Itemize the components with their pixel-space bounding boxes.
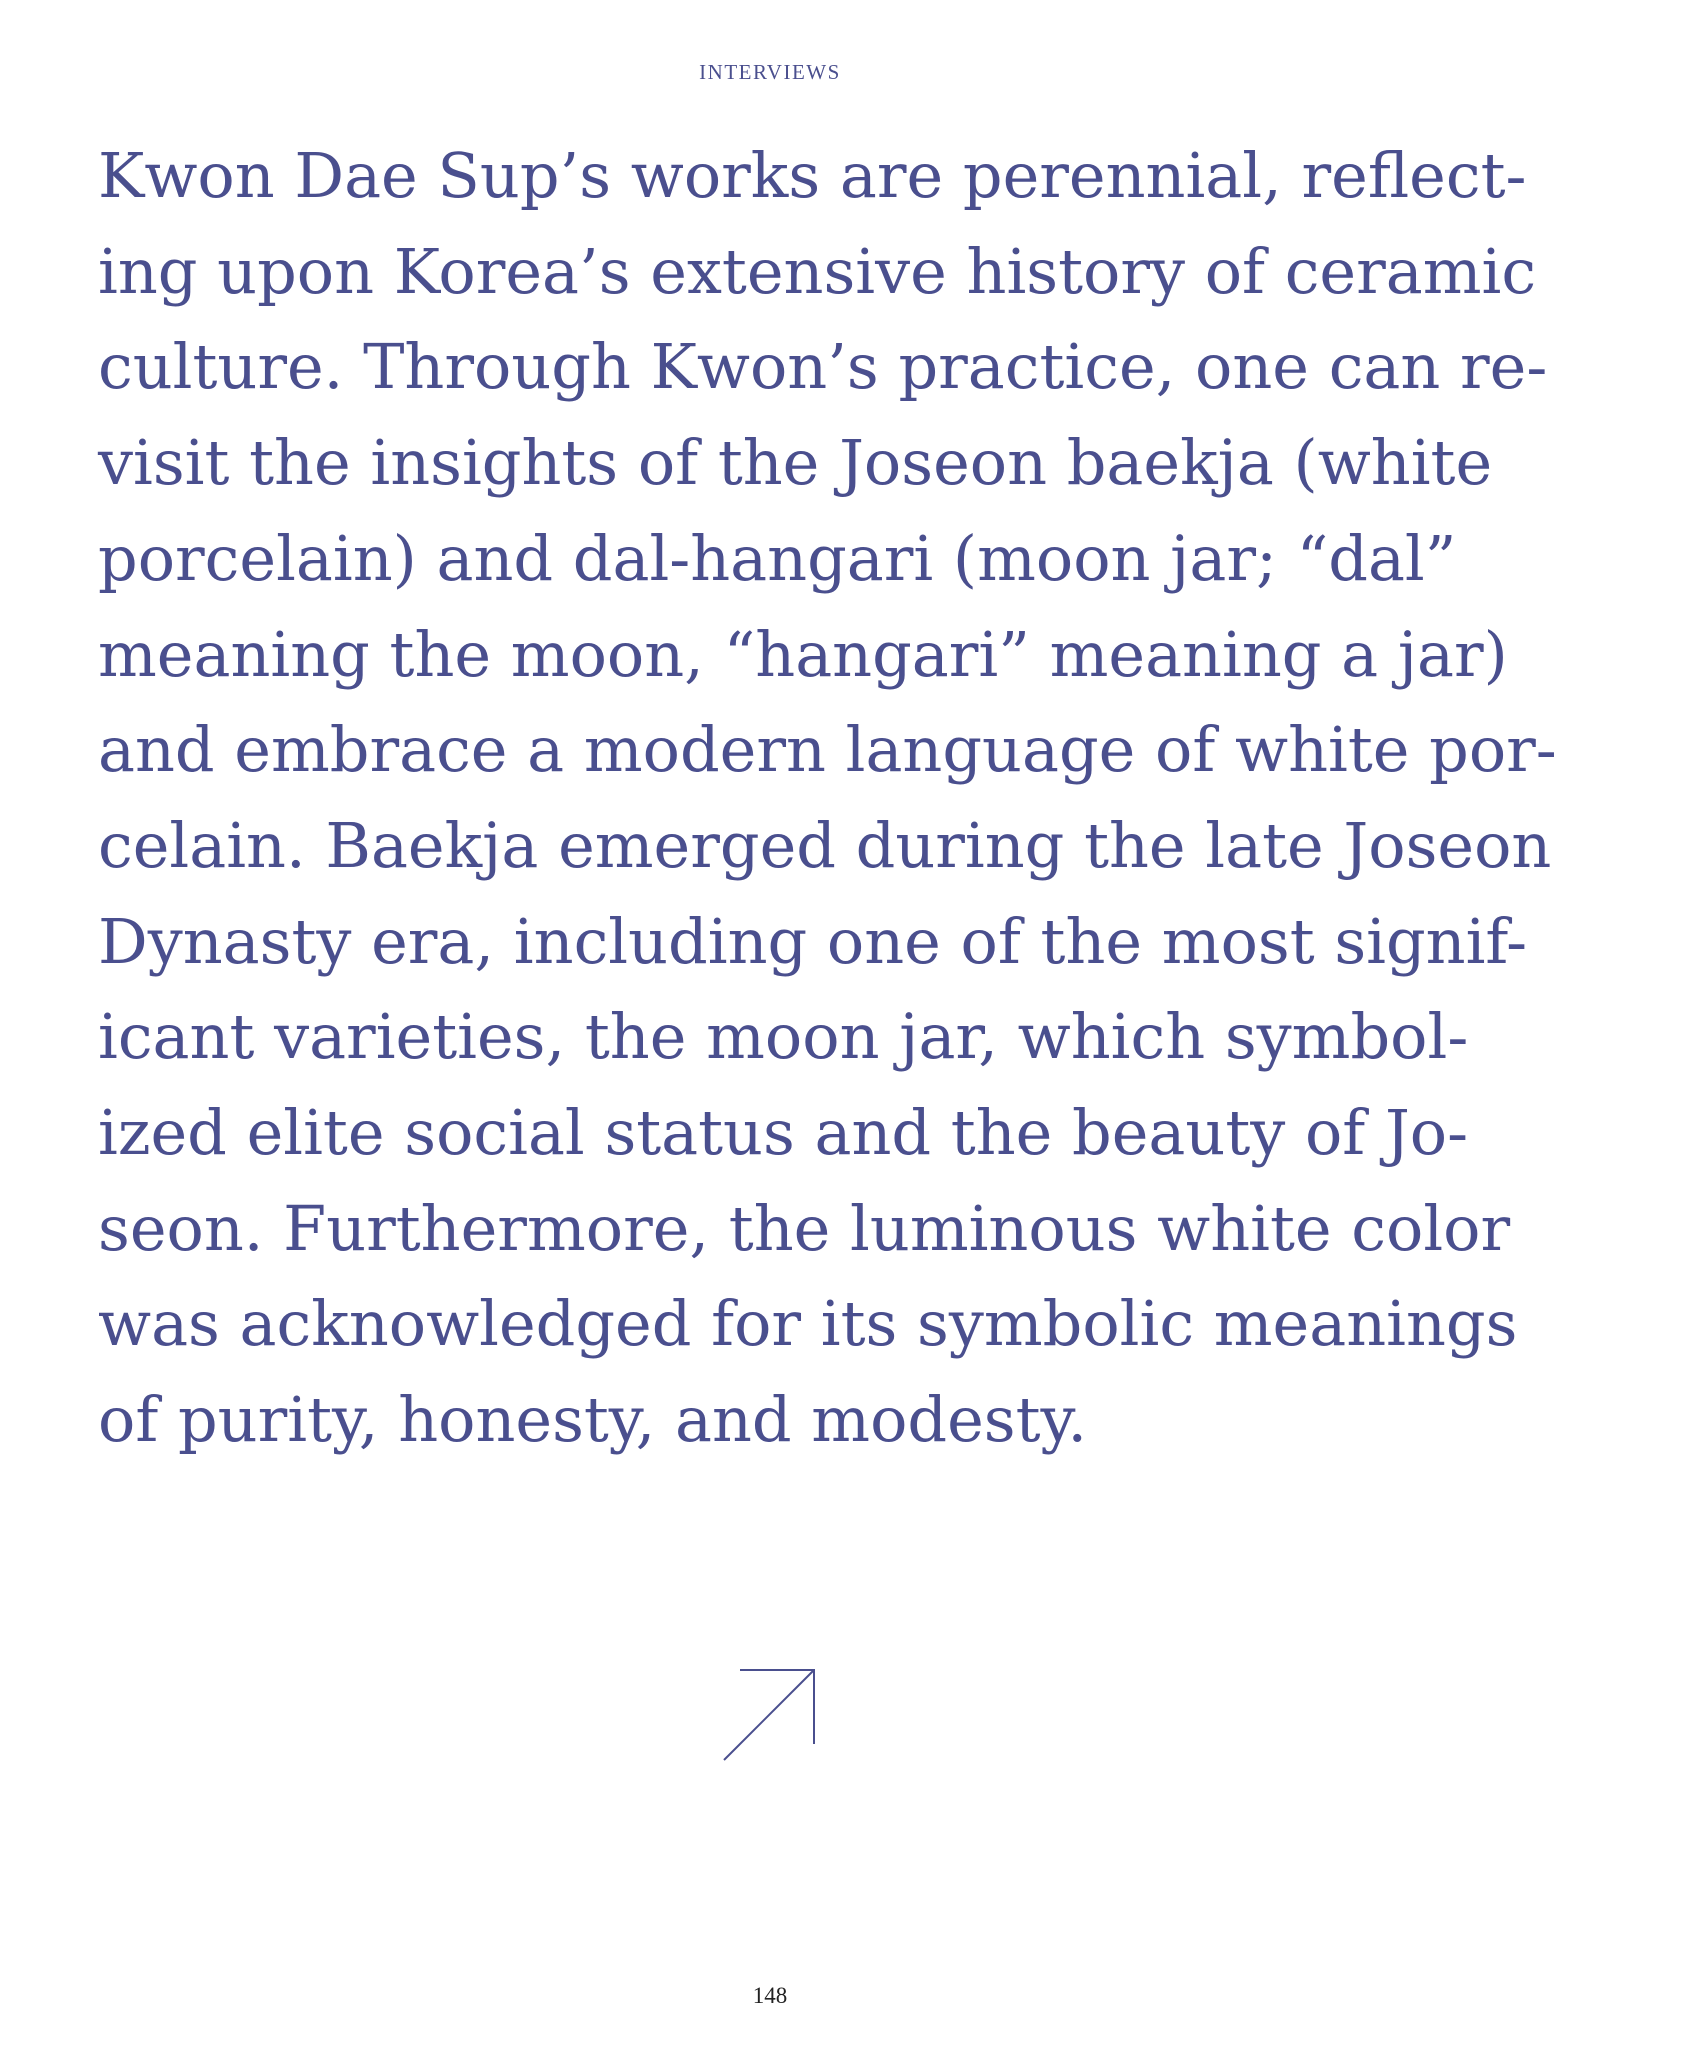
- page-number: 148: [752, 1983, 788, 2008]
- article-body: [98, 128, 1557, 1468]
- body-line: of purity, honesty, and modesty.: [98, 1383, 1088, 1457]
- body-line: ing upon Korea’s extensive history of ceramic: [98, 234, 1537, 308]
- body-line: was acknowledged for its symbolic meanings: [98, 1287, 1518, 1361]
- body-line: Dynasty era, including one of the most signif-: [98, 904, 1528, 978]
- body-line: Kwon Dae Sup’s works are perennial, reflect-: [98, 139, 1527, 212]
- section-label: INTERVIEWS: [699, 60, 841, 84]
- body-line: celain. Baekja emerged during the late Joseon: [98, 808, 1552, 882]
- body-line: and embrace a modern language of white por-: [98, 713, 1557, 787]
- body-line: culture. Through Kwon’s practice, one can re-: [98, 330, 1548, 404]
- body-line: ized elite social status and the beauty of Jo-: [98, 1096, 1469, 1170]
- body-line: meaning the moon, “hangari” meaning a jar): [98, 617, 1508, 691]
- body-line: visit the insights of the Joseon baekja (white: [98, 426, 1493, 500]
- arrow-up-right-icon: [722, 1666, 818, 1762]
- body-line: icant varieties, the moon jar, which symbol-: [98, 1000, 1469, 1074]
- body-line: porcelain) and dal-hangari (moon jar; “dal”: [98, 521, 1457, 595]
- body-line: seon. Furthermore, the luminous white color: [98, 1191, 1511, 1265]
